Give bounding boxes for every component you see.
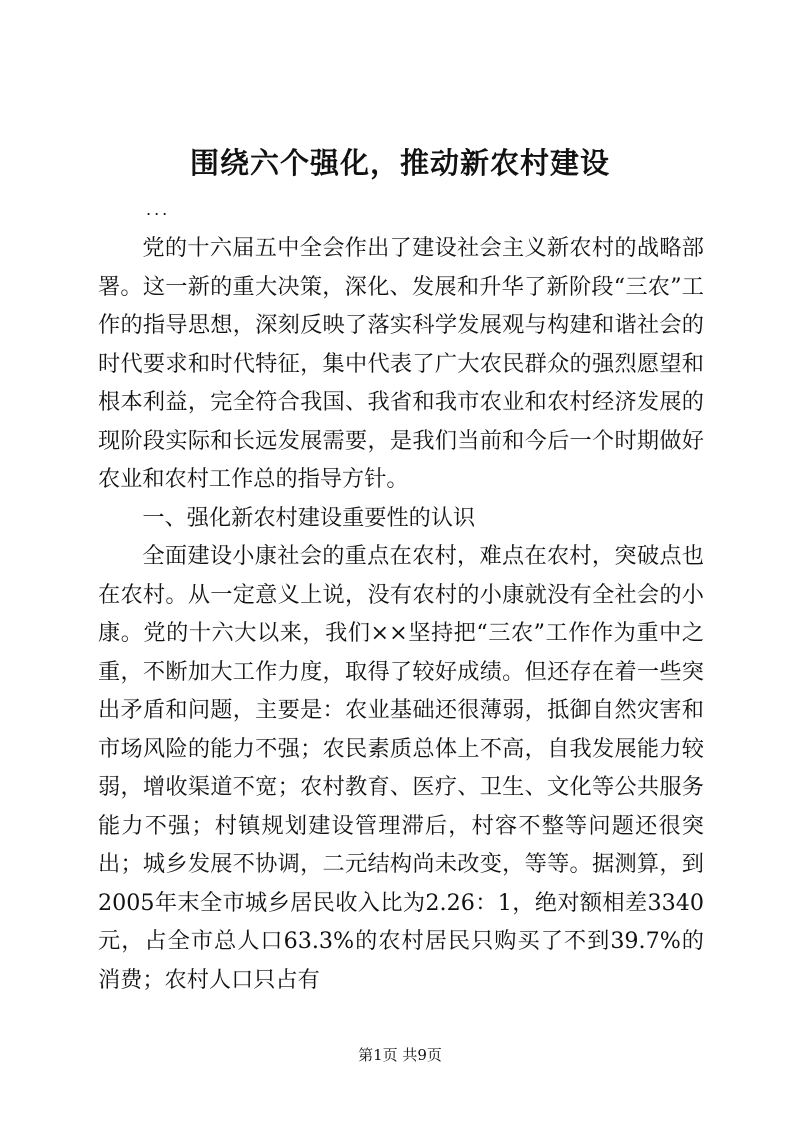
paragraph-intro: 党的十六届五中全会作出了建设社会主义新农村的战略部署。这一新的重大决策，深化、发展和升华了新阶段“三农”工作的指导思想，深刻反映了落实科学发展观与构建和谐社会的时代要求和时代特征，集中代表了广大农民群众的强烈愿望和根本利益，完全符合我国、我省和我市农业和农村经济发展的现阶段实际和长远发展需要，是我们当前和今后一个时期做好农业和农村工作总的指导方针。: [98, 235, 704, 492]
document-body: [98, 229, 704, 999]
page-footer: 第1页 共9页: [358, 1046, 442, 1064]
ellipsis-marker: ...: [146, 200, 171, 219]
document-title: 围绕六个强化，推动新农村建设: [189, 146, 610, 180]
section-heading: 一、强化新农村建设重要性的认识: [142, 504, 476, 531]
paragraph-section-one: 全面建设小康社会的重点在农村，难点在农村，突破点也在农村。从一定意义上说，没有农村的小康就没有全社会的小康。党的十六大以来，我们××坚持把“三农”工作作为重中之重，不断加大工作力度，取得了较好成绩。但还存在着一些突出矛盾和问题，主要是：农业基础还很薄弱，抵御自然灾害和市场风险的能力不强；农民素质总体上不高，自我发展能力较弱，增收渠道不宽；农村教育、医疗、卫生、文化等公共服务能力不强；村镇规划建设管理滞后，村容不整等问题还很突出；城乡发展不协调，二元结构尚未改变，等等。据测算，到2005年末全市城乡居民收入比为2.26：1，绝对额相差3340元，占全市总人口63.3%的农村居民只购买了不到39.7%的消费；农村人口只占有: [98, 543, 704, 993]
